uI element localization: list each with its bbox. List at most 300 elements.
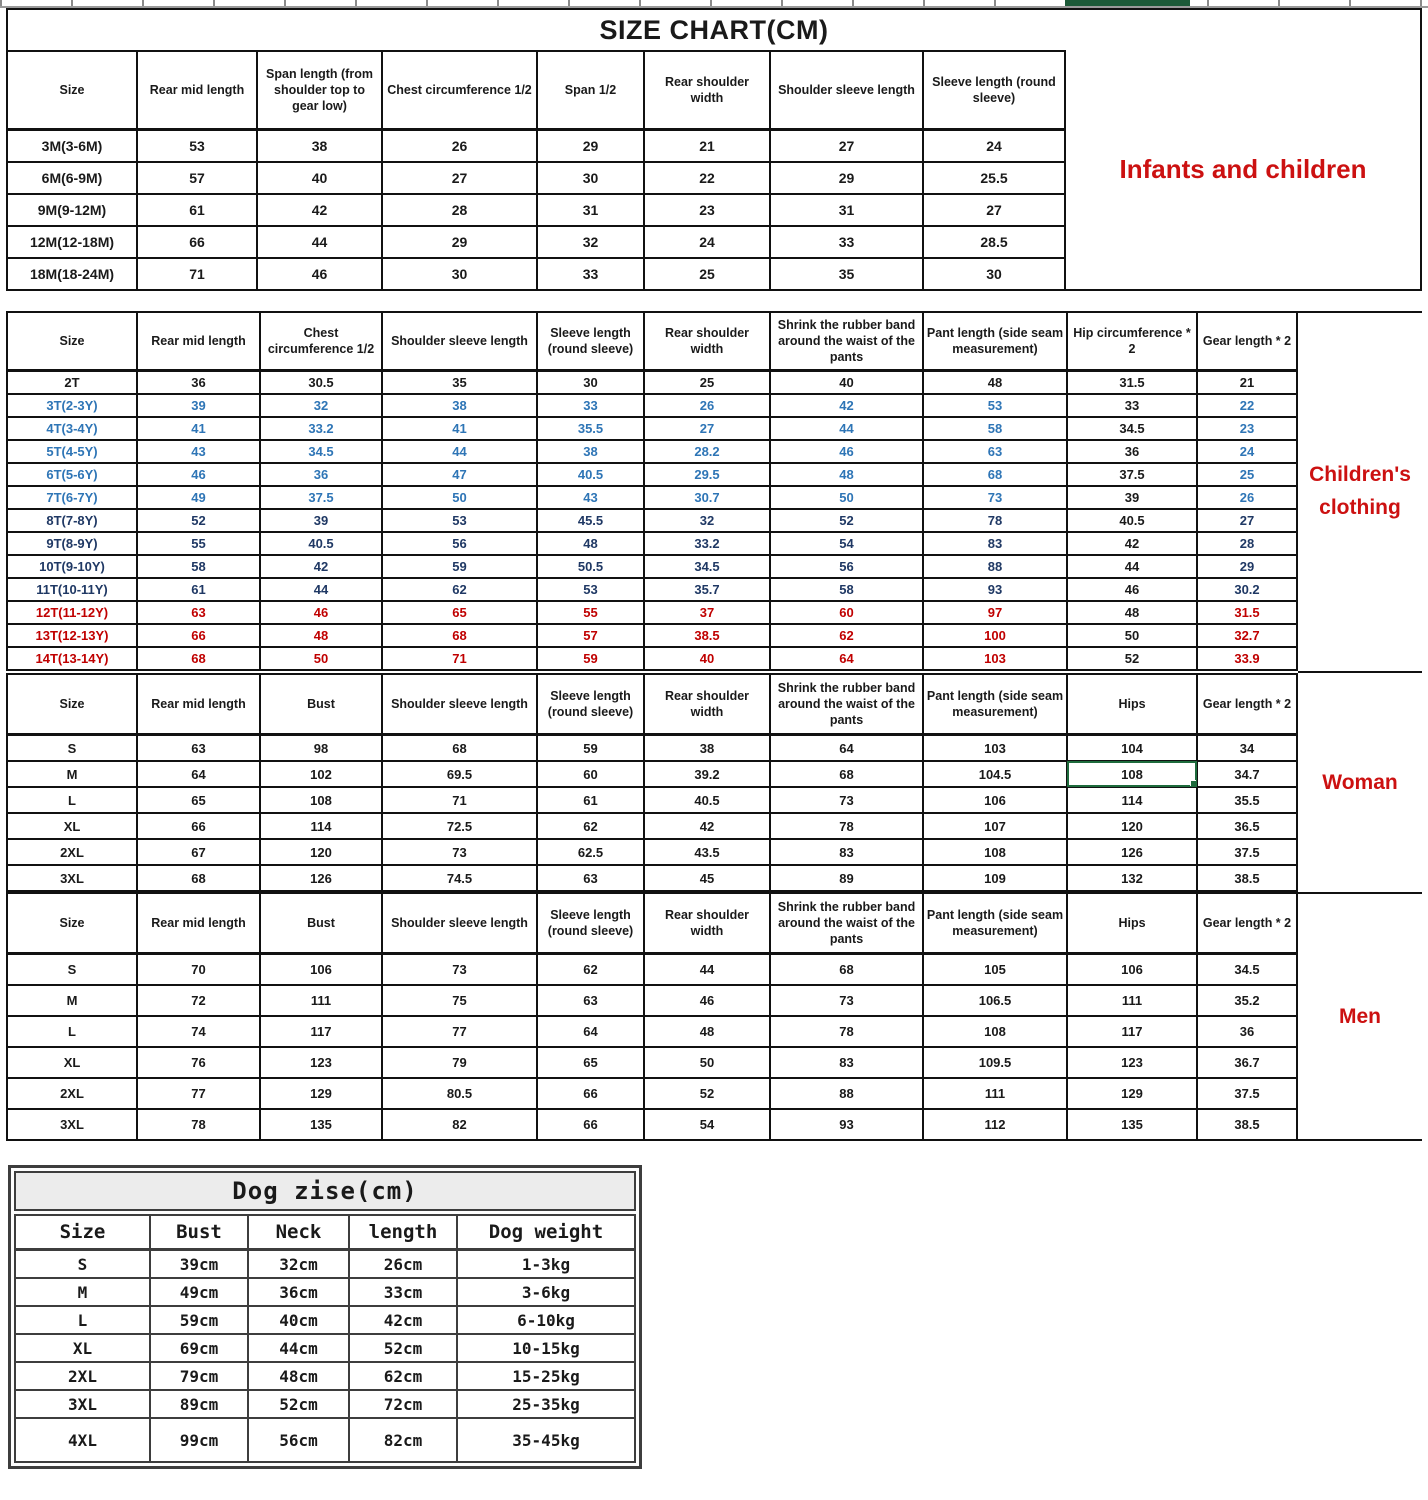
row-size-label: 14T(13-14Y) bbox=[7, 647, 137, 670]
table-row bbox=[7, 486, 1297, 509]
table-cell: 83 bbox=[770, 839, 923, 865]
table-cell: 73 bbox=[382, 954, 537, 986]
row-size-label: 3XL bbox=[7, 1109, 137, 1140]
table-cell: 22 bbox=[644, 162, 770, 194]
table-cell: 43.5 bbox=[644, 839, 770, 865]
section-gap bbox=[0, 291, 1428, 311]
woman-label: Woman bbox=[1322, 770, 1398, 794]
table-row bbox=[7, 647, 1297, 670]
column-header: length bbox=[349, 1215, 457, 1250]
table-cell: 32.7 bbox=[1197, 624, 1297, 647]
table-cell: 54 bbox=[770, 532, 923, 555]
row-size-label: L bbox=[7, 787, 137, 813]
table-row bbox=[7, 417, 1297, 440]
table-cell: 50.5 bbox=[537, 555, 644, 578]
header-row bbox=[15, 1215, 635, 1250]
table-cell: 44 bbox=[382, 440, 537, 463]
row-size-label: 2XL bbox=[7, 1078, 137, 1109]
table-cell: 48 bbox=[260, 624, 382, 647]
table-cell: 27 bbox=[382, 162, 537, 194]
table-cell: 24 bbox=[1197, 440, 1297, 463]
men-label: Men bbox=[1339, 1004, 1381, 1028]
table-cell: 30.7 bbox=[644, 486, 770, 509]
table-cell: 46 bbox=[260, 601, 382, 624]
table-row bbox=[7, 985, 1297, 1016]
table-cell: 37.5 bbox=[1197, 839, 1297, 865]
table-cell: 25 bbox=[644, 371, 770, 395]
table-cell: 34.5 bbox=[1067, 417, 1197, 440]
table-cell: 62.5 bbox=[537, 839, 644, 865]
column-header: Dog weight bbox=[457, 1215, 635, 1250]
table-cell: 36 bbox=[1067, 440, 1197, 463]
table-cell: 76 bbox=[137, 1047, 260, 1078]
table-cell: 64 bbox=[770, 735, 923, 762]
table-cell: 3-6kg bbox=[457, 1278, 635, 1306]
table-cell: 33 bbox=[1067, 394, 1197, 417]
column-header: Shrink the rubber band around the waist of the pants bbox=[770, 312, 923, 371]
table-cell: 63 bbox=[137, 735, 260, 762]
table-cell: 83 bbox=[923, 532, 1067, 555]
table-cell: 48 bbox=[644, 1016, 770, 1047]
table-cell: 111 bbox=[923, 1078, 1067, 1109]
men-size-table bbox=[6, 892, 1298, 1141]
table-cell: 30.5 bbox=[260, 371, 382, 395]
row-size-label: M bbox=[7, 761, 137, 787]
table-cell: 55 bbox=[537, 601, 644, 624]
table-cell: 33cm bbox=[349, 1278, 457, 1306]
table-cell: 71 bbox=[382, 647, 537, 670]
infants-label-cell bbox=[1066, 50, 1422, 291]
table-cell: 114 bbox=[1067, 787, 1197, 813]
row-size-label: S bbox=[15, 1250, 150, 1279]
table-cell: 38 bbox=[257, 130, 382, 163]
table-cell: 52 bbox=[770, 509, 923, 532]
table-cell: 68 bbox=[382, 624, 537, 647]
table-row bbox=[15, 1418, 635, 1462]
column-header: Gear length * 2 bbox=[1197, 312, 1297, 371]
column-header: Size bbox=[15, 1215, 150, 1250]
table-cell: 42 bbox=[1067, 532, 1197, 555]
table-cell: 53 bbox=[923, 394, 1067, 417]
table-cell: 40cm bbox=[248, 1306, 349, 1334]
table-cell: 46 bbox=[257, 258, 382, 290]
column-header: Hips bbox=[1067, 893, 1197, 954]
table-cell: 109 bbox=[923, 865, 1067, 891]
row-size-label: M bbox=[7, 985, 137, 1016]
selected-column-indicator bbox=[1065, 0, 1190, 6]
table-cell: 104.5 bbox=[923, 761, 1067, 787]
table-cell: 32 bbox=[644, 509, 770, 532]
column-header: Rear shoulder width bbox=[644, 312, 770, 371]
column-header: Sleeve length (round sleeve) bbox=[537, 893, 644, 954]
table-cell: 43 bbox=[537, 486, 644, 509]
row-size-label: 18M(18-24M) bbox=[7, 258, 137, 290]
column-header: Shrink the rubber band around the waist of the pants bbox=[770, 674, 923, 735]
table-cell: 56cm bbox=[248, 1418, 349, 1462]
table-cell: 103 bbox=[923, 647, 1067, 670]
table-cell: 112 bbox=[923, 1109, 1067, 1140]
table-cell: 64 bbox=[537, 1016, 644, 1047]
table-cell: 37.5 bbox=[260, 486, 382, 509]
table-cell: 29 bbox=[1197, 555, 1297, 578]
table-cell: 10-15kg bbox=[457, 1334, 635, 1362]
table-cell: 77 bbox=[382, 1016, 537, 1047]
table-cell: 71 bbox=[382, 787, 537, 813]
column-header: Pant length (side seam measurement) bbox=[923, 893, 1067, 954]
row-size-label: 3XL bbox=[7, 865, 137, 891]
row-size-label: 11T(10-11Y) bbox=[7, 578, 137, 601]
table-cell: 68 bbox=[923, 463, 1067, 486]
table-cell: 23 bbox=[1197, 417, 1297, 440]
table-cell: 24 bbox=[923, 130, 1065, 163]
table-cell: 56 bbox=[382, 532, 537, 555]
table-cell: 40 bbox=[770, 371, 923, 395]
row-size-label: 7T(6-7Y) bbox=[7, 486, 137, 509]
table-cell: 42 bbox=[260, 555, 382, 578]
table-cell: 83 bbox=[770, 1047, 923, 1078]
table-cell: 79cm bbox=[150, 1362, 248, 1390]
table-cell: 21 bbox=[1197, 371, 1297, 395]
table-cell: 44 bbox=[1067, 555, 1197, 578]
row-size-label: L bbox=[15, 1306, 150, 1334]
table-cell: 89cm bbox=[150, 1390, 248, 1418]
table-cell: 35.2 bbox=[1197, 985, 1297, 1016]
column-header: Neck bbox=[248, 1215, 349, 1250]
table-cell: 97 bbox=[923, 601, 1067, 624]
table-cell: 50 bbox=[382, 486, 537, 509]
table-cell: 45.5 bbox=[537, 509, 644, 532]
table-row bbox=[7, 394, 1297, 417]
infants-section bbox=[6, 50, 1422, 291]
table-cell: 52cm bbox=[349, 1334, 457, 1362]
table-cell: 48 bbox=[770, 463, 923, 486]
table-cell: 30 bbox=[537, 371, 644, 395]
table-cell: 26 bbox=[382, 130, 537, 163]
table-cell: 28 bbox=[1197, 532, 1297, 555]
table-cell: 26cm bbox=[349, 1250, 457, 1279]
table-cell: 33 bbox=[770, 226, 923, 258]
table-cell: 53 bbox=[382, 509, 537, 532]
selection-fill-handle[interactable] bbox=[1190, 780, 1197, 787]
table-cell: 106 bbox=[260, 954, 382, 986]
table-cell: 53 bbox=[537, 578, 644, 601]
table-cell: 73 bbox=[770, 787, 923, 813]
table-row bbox=[7, 371, 1297, 395]
table-cell: 28.2 bbox=[644, 440, 770, 463]
table-cell: 44cm bbox=[248, 1334, 349, 1362]
table-cell: 40.5 bbox=[1067, 509, 1197, 532]
table-cell: 117 bbox=[260, 1016, 382, 1047]
table-cell: 123 bbox=[260, 1047, 382, 1078]
table-row bbox=[7, 440, 1297, 463]
table-cell: 59 bbox=[537, 647, 644, 670]
table-cell: 63 bbox=[537, 865, 644, 891]
table-cell: 46 bbox=[137, 463, 260, 486]
table-cell: 1-3kg bbox=[457, 1250, 635, 1279]
row-size-label: 3XL bbox=[15, 1390, 150, 1418]
row-size-label: 6M(6-9M) bbox=[7, 162, 137, 194]
table-cell: 25-35kg bbox=[457, 1390, 635, 1418]
table-row bbox=[7, 787, 1297, 813]
table-cell: 65 bbox=[137, 787, 260, 813]
column-header: Sleeve length (round sleeve) bbox=[537, 674, 644, 735]
table-cell: 42 bbox=[644, 813, 770, 839]
table-cell: 129 bbox=[260, 1078, 382, 1109]
table-cell: 39.2 bbox=[644, 761, 770, 787]
column-header: Shoulder sleeve length bbox=[382, 674, 537, 735]
table-cell: 61 bbox=[137, 578, 260, 601]
table-cell: 135 bbox=[260, 1109, 382, 1140]
column-header: Rear shoulder width bbox=[644, 51, 770, 130]
table-cell: 70 bbox=[137, 954, 260, 986]
table-row bbox=[7, 1078, 1297, 1109]
table-cell: 39 bbox=[1067, 486, 1197, 509]
table-cell: 40.5 bbox=[644, 787, 770, 813]
table-cell: 68 bbox=[137, 647, 260, 670]
table-cell: 117 bbox=[1067, 1016, 1197, 1047]
table-cell: 34.5 bbox=[1197, 954, 1297, 986]
children-size-table bbox=[6, 311, 1298, 671]
table-cell: 102 bbox=[260, 761, 382, 787]
table-cell: 68 bbox=[770, 954, 923, 986]
table-cell: 59 bbox=[382, 555, 537, 578]
table-cell: 62 bbox=[382, 578, 537, 601]
column-header: Rear mid length bbox=[137, 312, 260, 371]
dog-size-table bbox=[14, 1214, 636, 1463]
infants-label: Infants and children bbox=[1119, 154, 1367, 184]
table-cell: 60 bbox=[537, 761, 644, 787]
row-size-label: 12M(12-18M) bbox=[7, 226, 137, 258]
table-cell: 89 bbox=[770, 865, 923, 891]
column-header: Size bbox=[7, 51, 137, 130]
row-size-label: 3T(2-3Y) bbox=[7, 394, 137, 417]
table-row bbox=[7, 735, 1297, 762]
table-cell: 38 bbox=[382, 394, 537, 417]
column-header: Hips bbox=[1067, 674, 1197, 735]
table-row bbox=[7, 555, 1297, 578]
woman-section bbox=[6, 671, 1422, 892]
table-cell: 32 bbox=[260, 394, 382, 417]
table-cell: 37 bbox=[644, 601, 770, 624]
table-row bbox=[7, 226, 1065, 258]
table-cell: 67 bbox=[137, 839, 260, 865]
table-cell: 41 bbox=[137, 417, 260, 440]
table-cell: 52cm bbox=[248, 1390, 349, 1418]
table-cell: 31.5 bbox=[1067, 371, 1197, 395]
table-cell: 45 bbox=[644, 865, 770, 891]
table-cell: 27 bbox=[923, 194, 1065, 226]
row-size-label: 3M(3-6M) bbox=[7, 130, 137, 163]
table-cell: 26 bbox=[644, 394, 770, 417]
column-header: Gear length * 2 bbox=[1197, 674, 1297, 735]
table-row bbox=[7, 813, 1297, 839]
table-cell: 40.5 bbox=[537, 463, 644, 486]
woman-label-area bbox=[1298, 671, 1422, 892]
table-cell: 74 bbox=[137, 1016, 260, 1047]
row-size-label: L bbox=[7, 1016, 137, 1047]
column-header: Pant length (side seam measurement) bbox=[923, 312, 1067, 371]
men-label-area bbox=[1298, 892, 1422, 1141]
table-cell: 68 bbox=[770, 761, 923, 787]
table-cell: 33.9 bbox=[1197, 647, 1297, 670]
table-cell: 68 bbox=[137, 865, 260, 891]
table-cell: 36.7 bbox=[1197, 1047, 1297, 1078]
column-header: Hip circumference * 2 bbox=[1067, 312, 1197, 371]
table-cell: 36 bbox=[260, 463, 382, 486]
table-cell: 88 bbox=[770, 1078, 923, 1109]
table-cell: 31.5 bbox=[1197, 601, 1297, 624]
table-cell: 41 bbox=[382, 417, 537, 440]
table-cell: 63 bbox=[537, 985, 644, 1016]
table-cell: 25.5 bbox=[923, 162, 1065, 194]
table-row bbox=[7, 624, 1297, 647]
table-cell: 61 bbox=[137, 194, 257, 226]
table-cell: 65 bbox=[537, 1047, 644, 1078]
column-header: Span length (from shoulder top to gear low) bbox=[257, 51, 382, 130]
table-cell: 38.5 bbox=[1197, 1109, 1297, 1140]
table-cell: 30 bbox=[537, 162, 644, 194]
table-row bbox=[15, 1362, 635, 1390]
table-row bbox=[15, 1306, 635, 1334]
row-size-label: 9M(9-12M) bbox=[7, 194, 137, 226]
table-cell: 58 bbox=[923, 417, 1067, 440]
row-size-label: 5T(4-5Y) bbox=[7, 440, 137, 463]
table-cell: 50 bbox=[1067, 624, 1197, 647]
table-cell: 33.2 bbox=[644, 532, 770, 555]
column-header: Chest circumference 1/2 bbox=[382, 51, 537, 130]
table-cell: 39 bbox=[260, 509, 382, 532]
column-header: Bust bbox=[260, 674, 382, 735]
table-cell: 88 bbox=[923, 555, 1067, 578]
table-cell: 34.7 bbox=[1197, 761, 1297, 787]
table-row bbox=[7, 578, 1297, 601]
table-cell: 25 bbox=[1197, 463, 1297, 486]
column-header: Shoulder sleeve length bbox=[382, 312, 537, 371]
table-cell: 120 bbox=[260, 839, 382, 865]
table-cell: 24 bbox=[644, 226, 770, 258]
table-cell: 27 bbox=[1197, 509, 1297, 532]
table-row bbox=[7, 509, 1297, 532]
column-header: Rear shoulder width bbox=[644, 674, 770, 735]
column-header: Bust bbox=[260, 893, 382, 954]
table-row bbox=[7, 601, 1297, 624]
table-cell: 64 bbox=[770, 647, 923, 670]
row-size-label: XL bbox=[15, 1334, 150, 1362]
table-cell: 66 bbox=[137, 813, 260, 839]
table-cell: 108 bbox=[923, 1016, 1067, 1047]
table-cell: 71 bbox=[137, 258, 257, 290]
table-cell: 59 bbox=[537, 735, 644, 762]
column-header: Chest circumference 1/2 bbox=[260, 312, 382, 371]
table-cell: 56 bbox=[770, 555, 923, 578]
column-header: Rear mid length bbox=[137, 893, 260, 954]
column-header: Shrink the rubber band around the waist of the pants bbox=[770, 893, 923, 954]
column-header: Gear length * 2 bbox=[1197, 893, 1297, 954]
table-cell: 65 bbox=[382, 601, 537, 624]
table-row bbox=[7, 839, 1297, 865]
table-cell: 62cm bbox=[349, 1362, 457, 1390]
table-cell: 35.7 bbox=[644, 578, 770, 601]
table-cell: 35.5 bbox=[537, 417, 644, 440]
table-cell: 33.2 bbox=[260, 417, 382, 440]
table-cell: 32cm bbox=[248, 1250, 349, 1279]
header-row bbox=[7, 674, 1297, 735]
table-cell: 73 bbox=[382, 839, 537, 865]
table-cell: 105 bbox=[923, 954, 1067, 986]
table-cell: 37.5 bbox=[1197, 1078, 1297, 1109]
table-row bbox=[15, 1250, 635, 1279]
chart-title-bar bbox=[6, 8, 1422, 52]
table-cell: 63 bbox=[923, 440, 1067, 463]
header-row bbox=[7, 51, 1065, 130]
table-cell: 42 bbox=[257, 194, 382, 226]
table-cell: 48cm bbox=[248, 1362, 349, 1390]
table-cell: 48 bbox=[537, 532, 644, 555]
table-cell: 66 bbox=[137, 624, 260, 647]
row-size-label: XL bbox=[7, 813, 137, 839]
table-row bbox=[15, 1278, 635, 1306]
table-cell: 69cm bbox=[150, 1334, 248, 1362]
column-header: Bust bbox=[150, 1215, 248, 1250]
header-row bbox=[7, 893, 1297, 954]
table-cell: 62 bbox=[770, 624, 923, 647]
row-size-label: 2XL bbox=[15, 1362, 150, 1390]
table-cell[interactable]: 108 bbox=[1067, 761, 1197, 787]
table-cell: 38 bbox=[537, 440, 644, 463]
table-cell: 35 bbox=[382, 371, 537, 395]
dog-table-title: Dog zise(cm) bbox=[14, 1171, 636, 1211]
table-cell: 52 bbox=[644, 1078, 770, 1109]
table-cell: 40 bbox=[257, 162, 382, 194]
table-cell: 129 bbox=[1067, 1078, 1197, 1109]
table-cell: 38.5 bbox=[1197, 865, 1297, 891]
table-cell: 60 bbox=[770, 601, 923, 624]
table-cell: 44 bbox=[770, 417, 923, 440]
row-size-label: 4T(3-4Y) bbox=[7, 417, 137, 440]
table-cell: 44 bbox=[644, 954, 770, 986]
table-cell: 108 bbox=[923, 839, 1067, 865]
table-cell: 132 bbox=[1067, 865, 1197, 891]
table-cell: 44 bbox=[260, 578, 382, 601]
table-cell: 62 bbox=[537, 954, 644, 986]
table-cell: 39cm bbox=[150, 1250, 248, 1279]
row-size-label: 8T(7-8Y) bbox=[7, 509, 137, 532]
table-cell: 103 bbox=[923, 735, 1067, 762]
table-cell: 120 bbox=[1067, 813, 1197, 839]
table-cell: 47 bbox=[382, 463, 537, 486]
table-cell: 63 bbox=[137, 601, 260, 624]
table-cell: 44 bbox=[257, 226, 382, 258]
row-size-label: M bbox=[15, 1278, 150, 1306]
table-cell: 35.5 bbox=[1197, 787, 1297, 813]
page-title: SIZE CHART(CM) bbox=[599, 14, 829, 45]
table-cell: 34.5 bbox=[260, 440, 382, 463]
column-header: Rear mid length bbox=[137, 674, 260, 735]
row-size-label: 6T(5-6Y) bbox=[7, 463, 137, 486]
table-cell: 79 bbox=[382, 1047, 537, 1078]
table-cell: 108 bbox=[260, 787, 382, 813]
table-cell: 68 bbox=[382, 735, 537, 762]
table-cell: 29 bbox=[382, 226, 537, 258]
table-cell: 78 bbox=[923, 509, 1067, 532]
table-cell: 52 bbox=[1067, 647, 1197, 670]
table-cell: 35 bbox=[770, 258, 923, 290]
table-cell: 42 bbox=[770, 394, 923, 417]
table-row bbox=[7, 258, 1065, 290]
table-cell: 82 bbox=[382, 1109, 537, 1140]
table-cell: 74.5 bbox=[382, 865, 537, 891]
column-header: Sleeve length (round sleeve) bbox=[537, 312, 644, 371]
